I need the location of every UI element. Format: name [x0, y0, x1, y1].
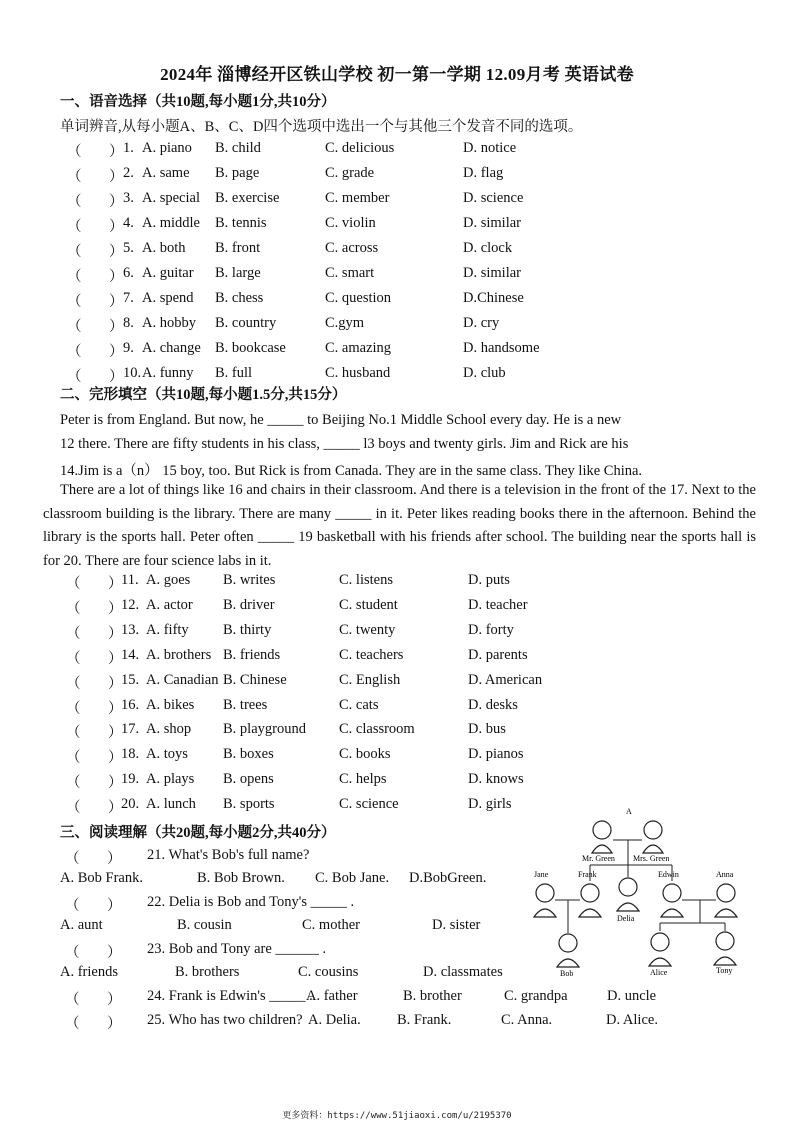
answer-bracket-close: ） [108, 650, 123, 667]
question-row [66, 622, 786, 642]
answer-bracket-close: ） [108, 750, 123, 767]
option-c[interactable]: C. violin [325, 215, 376, 231]
option-c[interactable]: C. helps [339, 771, 387, 788]
option-c[interactable]: C. question [325, 290, 392, 306]
option-b[interactable]: B. Bob Brown. [197, 870, 285, 886]
answer-bracket-open[interactable]: （ [66, 775, 81, 792]
option-b[interactable]: B. full [215, 365, 253, 381]
question-number: 3. [123, 190, 134, 206]
option-c[interactable]: C. Bob Jane. [315, 870, 390, 886]
answer-bracket-open[interactable]: （ [67, 269, 82, 285]
question-number: 12. [121, 596, 140, 613]
answer-bracket-close: ） [109, 319, 124, 335]
person-jane [534, 870, 556, 917]
option-c[interactable]: C. science [339, 796, 399, 813]
answer-bracket-close: ） [108, 775, 123, 792]
answer-bracket-close: ） [108, 675, 123, 692]
answer-bracket-close: ） [109, 194, 124, 210]
option-a[interactable]: A. brothers [146, 646, 212, 663]
option-c[interactable]: C. husband [325, 365, 391, 381]
question-row [66, 746, 786, 766]
option-a[interactable]: A. spend [142, 290, 194, 306]
option-d[interactable]: D. science [463, 190, 524, 206]
answer-bracket-close: ） [109, 269, 124, 285]
option-d[interactable]: D. uncle [607, 988, 657, 1004]
question-number: 17. [121, 721, 140, 738]
question-row [67, 290, 787, 310]
option-d[interactable]: D. bus [468, 721, 506, 738]
option-d[interactable]: D. knows [468, 771, 524, 788]
option-d[interactable]: D. clock [463, 240, 513, 256]
question-number: 13. [121, 621, 140, 638]
option-c[interactable]: C. cats [339, 696, 379, 713]
option-b[interactable]: B. country [215, 315, 277, 331]
option-a[interactable]: A. goes [146, 572, 191, 588]
option-a[interactable]: A. Canadian [146, 671, 219, 688]
question-number: 11. [121, 572, 139, 588]
passage-line-3: 14.Jim is a（n） 15 boy, too. But Rick is from Canada. They are in the same class. They like China. [60, 463, 643, 479]
option-a[interactable]: A. same [142, 165, 190, 181]
option-a[interactable]: A. both [142, 240, 186, 256]
family-tree-label-a: A [626, 807, 632, 816]
question-21: （ ） 21. What's Bob's full name? [65, 847, 310, 867]
option-d[interactable]: D. desks [468, 696, 518, 713]
person-delia [617, 878, 639, 923]
option-d[interactable]: D. classmates [423, 964, 503, 980]
name-mr-green: Mr. Green [582, 854, 615, 863]
option-b[interactable]: B. tennis [215, 215, 267, 231]
option-d[interactable]: D.Chinese [463, 290, 524, 306]
option-b[interactable]: B. Frank. [397, 1012, 452, 1028]
answer-bracket-close: ） [108, 625, 123, 642]
option-b[interactable]: B. opens [223, 771, 274, 788]
option-c[interactable]: C.gym [325, 315, 365, 331]
question-24: （ ） 24. Frank is Edwin's _____ . A. father B. brother C. grandpa D. uncle [65, 988, 657, 1008]
question-21-stem: 21. What's Bob's full name? [147, 847, 310, 863]
option-b[interactable]: B. page [215, 165, 260, 181]
option-a[interactable]: A. father [306, 988, 358, 1004]
option-a[interactable]: A. piano [142, 140, 192, 156]
question-number: 9. [123, 340, 134, 356]
question-22: （ ） 22. Delia is Bob and Tony's _____ . [65, 894, 355, 914]
question-number: 1. [123, 140, 134, 156]
option-c[interactable]: C. student [339, 596, 398, 613]
option-c[interactable]: C. teachers [339, 646, 404, 663]
section3-heading: 三、阅读理解（共20题,每小题2分,共40分） [60, 825, 336, 841]
answer-bracket-open[interactable]: （ [67, 319, 82, 335]
option-a[interactable]: A. special [142, 190, 200, 206]
answer-bracket-open[interactable]: （ [66, 700, 81, 717]
question-number: 4. [123, 215, 134, 231]
answer-bracket-close: ） [109, 219, 124, 235]
option-a[interactable]: A. plays [146, 771, 195, 788]
option-c[interactable]: C. cousins [298, 964, 359, 980]
question-row [66, 672, 786, 692]
person-edwin [658, 870, 683, 917]
option-a[interactable]: A. guitar [142, 265, 194, 281]
question-row [67, 365, 787, 385]
name-alice: Alice [650, 968, 668, 977]
answer-bracket-open[interactable]: （ [67, 169, 82, 185]
answer-bracket-open[interactable]: （ [67, 244, 82, 260]
section2-heading: 二、完形填空（共10题,每小题1.5分,共15分） [60, 387, 347, 403]
option-d[interactable]: D. flag [463, 165, 504, 181]
answer-bracket-close: ） [109, 369, 124, 385]
answer-bracket-open[interactable]: （ [67, 194, 82, 210]
person-anna [715, 870, 737, 917]
answer-bracket-open[interactable]: （ [66, 650, 81, 667]
answer-bracket-close: ） [109, 144, 124, 160]
question-number: 2. [123, 165, 134, 181]
option-d[interactable]: D. girls [468, 796, 512, 813]
person-mrs-green [633, 821, 669, 863]
question-number: 5. [123, 240, 134, 256]
option-b[interactable]: B. Chinese [223, 671, 287, 688]
name-tony: Tony [716, 966, 733, 975]
question-25: （ ） 25. Who has two children? A. Delia. B. Frank. C. Anna. D. Alice. [65, 1012, 658, 1032]
option-c[interactable]: C. amazing [325, 340, 392, 356]
family-tree-figure [520, 805, 750, 980]
person-bob [557, 934, 579, 978]
question-row [67, 240, 787, 260]
question-number: 10. [123, 365, 142, 381]
option-d[interactable]: D. similar [463, 215, 521, 231]
question-24-stem: 24. Frank is Edwin's _____ . [147, 988, 313, 1004]
answer-bracket-close: ） [108, 600, 123, 617]
question-row [66, 721, 786, 741]
option-b[interactable]: B. bookcase [215, 340, 286, 356]
answer-bracket-close: ） [109, 169, 124, 185]
question-23-stem: 23. Bob and Tony are ______ . [147, 941, 327, 957]
option-b[interactable]: B. trees [223, 696, 268, 713]
answer-bracket-close: ） [109, 344, 124, 360]
option-c[interactable]: C. grade [325, 165, 375, 181]
question-number: 15. [121, 671, 140, 688]
answer-bracket-open[interactable]: （ [66, 800, 81, 817]
answer-bracket-open[interactable]: （ [66, 600, 81, 617]
option-d[interactable]: D. puts [468, 572, 510, 588]
option-b[interactable]: B. brother [403, 988, 462, 1004]
answer-bracket-open[interactable]: （ [66, 675, 81, 692]
exam-title: 2024年 淄博经开区铁山学校 初一第一学期 12.09月考 英语试卷 [160, 65, 634, 84]
option-a[interactable]: A. lunch [146, 796, 196, 813]
question-23: （ ） 23. Bob and Tony are ______ . [65, 941, 327, 961]
question-23-options [60, 964, 520, 984]
answer-bracket-close: ） [108, 800, 123, 817]
option-b[interactable]: B. friends [223, 646, 281, 663]
question-number: 19. [121, 771, 140, 788]
option-b[interactable]: B. driver [223, 596, 275, 613]
option-c[interactable]: C. twenty [339, 621, 396, 638]
option-a[interactable]: A. Bob Frank. [60, 870, 143, 886]
option-d[interactable]: D. teacher [468, 596, 528, 613]
question-row [67, 140, 787, 160]
question-number: 16. [121, 696, 140, 713]
answer-bracket-open[interactable]: （ [67, 219, 82, 235]
answer-bracket-open[interactable]: （ [67, 144, 82, 160]
option-a[interactable]: A. bikes [146, 696, 195, 713]
option-d[interactable]: D. similar [463, 265, 521, 281]
option-d[interactable]: D. forty [468, 621, 514, 638]
option-a[interactable]: A. fifty [146, 621, 189, 638]
option-d[interactable]: D. club [463, 365, 506, 381]
question-row [67, 190, 787, 210]
option-c[interactable]: C. English [339, 671, 401, 688]
section1-heading: 一、语音选择（共10题,每小题1分,共10分） [60, 94, 336, 110]
question-number: 8. [123, 315, 134, 331]
option-b[interactable]: B. boxes [223, 746, 274, 763]
option-d[interactable]: D. Alice. [606, 1012, 658, 1028]
question-row [66, 647, 786, 667]
question-number: 14. [121, 646, 140, 663]
question-row [67, 165, 787, 185]
answer-bracket-open[interactable]: （ [66, 576, 81, 592]
option-a[interactable]: A. actor [146, 596, 193, 613]
question-row [66, 572, 786, 592]
question-25-stem: 25. Who has two children? [147, 1012, 303, 1028]
option-b[interactable]: B. child [215, 140, 261, 156]
section1-instruction: 单词辨音,从每小题A、B、C、D四个选项中选出一个与其他三个发音不同的选项。 [60, 119, 583, 135]
answer-bracket-close: ） [108, 725, 123, 742]
option-c[interactable]: C. grandpa [504, 988, 568, 1004]
option-a[interactable]: A. aunt [60, 917, 103, 933]
name-frank: Frank [578, 870, 597, 879]
passage-paragraph-2: There are a lot of things like 16 and chairs in their classroom. And there is a television in the front of the 17. Next to the classroom building is the library. There are many _____ in it. Peter likes reading books there in the afternoon. Behind the library is the sports hall. Peter often _____ 19 basketball with his friends after school. The building near the sports hall is for 20. There are four science labs in it. [43, 482, 756, 569]
question-number: 7. [123, 290, 134, 306]
answer-bracket-open[interactable]: （ [66, 750, 81, 767]
footer-link[interactable]: 更多资料：https://www.51jiaoxi.com/u/2195370 [282, 1111, 512, 1121]
option-d[interactable]: D. pianos [468, 746, 524, 763]
question-21-options [60, 870, 520, 890]
question-22-stem: 22. Delia is Bob and Tony's _____ . [147, 894, 355, 910]
answer-bracket-open[interactable]: （ [66, 625, 81, 642]
option-b[interactable]: B. exercise [215, 190, 280, 206]
answer-bracket-open[interactable]: （ [66, 725, 81, 742]
option-d[interactable]: D. notice [463, 140, 517, 156]
answer-bracket-close: ） [108, 700, 123, 717]
name-mrs-green: Mrs. Green [633, 854, 670, 863]
answer-bracket-open[interactable]: （ [67, 344, 82, 360]
question-row [67, 315, 787, 335]
answer-bracket-open[interactable]: （ [67, 369, 82, 385]
option-c[interactable]: C. delicious [325, 140, 395, 156]
question-row [66, 771, 786, 791]
answer-bracket-close: ） [109, 294, 124, 310]
question-row [66, 697, 786, 717]
question-row [66, 597, 786, 617]
option-d[interactable]: D. American [468, 671, 543, 688]
option-d[interactable]: D. sister [432, 917, 481, 933]
option-c[interactable]: C. member [325, 190, 390, 206]
option-c[interactable]: C. listens [339, 572, 393, 588]
question-22-options [60, 917, 520, 937]
option-a[interactable]: A. middle [142, 215, 200, 231]
answer-bracket-close: ） [109, 244, 124, 260]
passage-line-1: Peter is from England. But now, he _____ to Beijing No.1 Middle School every day. He is a new [60, 412, 622, 428]
passage-line-2: 12 there. There are fifty students in his class, _____ l3 boys and twenty girls. Jim and Rick are his [60, 436, 629, 452]
option-b[interactable]: B. brothers [175, 964, 240, 980]
option-a[interactable]: A. friends [60, 964, 118, 980]
option-d[interactable]: D.BobGreen. [409, 870, 487, 886]
option-c[interactable]: C. across [325, 240, 379, 256]
question-row [67, 215, 787, 235]
option-b[interactable]: B. cousin [177, 917, 232, 933]
option-c[interactable]: C. smart [325, 265, 375, 281]
option-d[interactable]: D. handsome [463, 340, 540, 356]
option-a[interactable]: A. toys [146, 746, 188, 763]
option-b[interactable]: B. playground [223, 721, 306, 738]
option-b[interactable]: B. sports [223, 796, 275, 813]
answer-bracket-open[interactable]: （ [67, 294, 82, 310]
name-jane: Jane [534, 870, 549, 879]
question-row [67, 340, 787, 360]
option-b[interactable]: B. large [215, 265, 261, 281]
option-b[interactable]: B. thirty [223, 621, 272, 638]
option-b[interactable]: B. front [215, 240, 261, 256]
option-c[interactable]: C. mother [302, 917, 360, 933]
name-anna: Anna [716, 870, 734, 879]
option-a[interactable]: A. shop [146, 721, 192, 738]
person-mr-green [582, 821, 615, 863]
question-row [67, 265, 787, 285]
person-tony [714, 932, 736, 975]
option-c[interactable]: C. Anna. [501, 1012, 553, 1028]
option-a[interactable]: A. funny [142, 365, 194, 381]
name-edwin: Edwin [658, 870, 679, 879]
answer-bracket-close: ） [108, 576, 123, 592]
option-b[interactable]: B. chess [215, 290, 264, 306]
option-b[interactable]: B. writes [223, 572, 276, 588]
option-c[interactable]: C. classroom [339, 721, 415, 738]
option-c[interactable]: C. books [339, 746, 391, 763]
option-a[interactable]: A. hobby [142, 315, 196, 331]
option-a[interactable]: A. change [142, 340, 201, 356]
person-alice [649, 933, 671, 977]
question-number: 18. [121, 746, 140, 763]
option-a[interactable]: A. Delia. [308, 1012, 361, 1028]
option-d[interactable]: D. cry [463, 315, 500, 331]
name-bob: Bob [560, 969, 574, 978]
question-number: 6. [123, 265, 134, 281]
option-d[interactable]: D. parents [468, 646, 528, 663]
question-number: 20. [121, 796, 140, 813]
name-delia: Delia [617, 914, 635, 923]
